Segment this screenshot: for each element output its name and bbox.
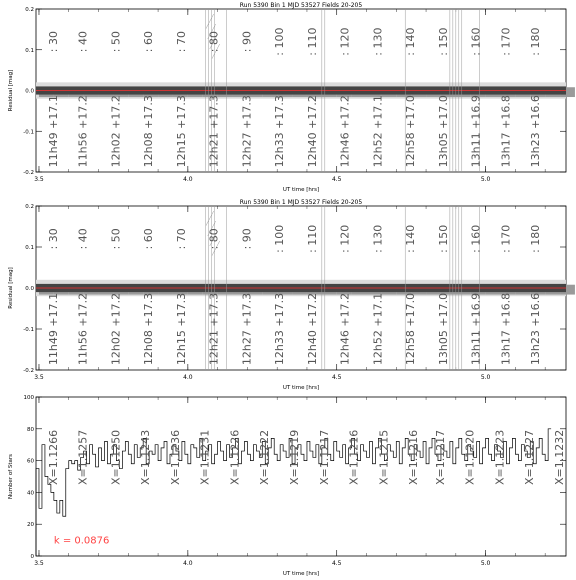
field-number-label: : 120: [338, 27, 352, 56]
field-number-label: : 150: [436, 224, 450, 253]
y-tick-label: -0.1: [23, 327, 34, 333]
airmass-label: X=1.1223: [493, 429, 507, 486]
field-number-label: : 140: [404, 27, 418, 56]
field-number-label: : 30: [46, 228, 60, 250]
y-axis-label: Number of Stars: [8, 453, 14, 500]
extinction-annotation: k = 0.0876: [53, 535, 110, 547]
airmass-label: X=1.1226: [228, 429, 242, 486]
airmass-label: X=1.1257: [76, 429, 90, 486]
y-tick-label: 0.1: [25, 245, 34, 251]
field-coord-label: 13h05 +17.0: [436, 95, 450, 168]
field-number-label: : 170: [499, 27, 513, 56]
y-tick-label: 80: [27, 426, 34, 433]
y-tick-label: 60: [27, 458, 34, 465]
field-coord-label: 12h08 +17.3: [142, 292, 156, 366]
x-tick-label: 4.5: [331, 176, 342, 183]
x-tick-label: 5.0: [480, 560, 491, 567]
field-number-label: : 120: [338, 224, 352, 253]
field-coord-label: 12h02 +17.2: [109, 95, 123, 168]
star-count-plot: [8, 395, 566, 576]
y-tick-label: 0.2: [25, 7, 34, 13]
plot-title: Run 5390 Bin 1 MJD 53527 Fields 20-205: [239, 2, 363, 9]
field-coord-label: 11h49 +17.1: [46, 292, 60, 366]
field-coord-label: 12h58 +17.0: [404, 95, 418, 168]
field-coord-label: 12h40 +17.2: [305, 292, 319, 366]
field-number-label: : 50: [109, 228, 123, 250]
field-coord-label: 12h27 +17.3: [240, 292, 254, 366]
airmass-label: X=1.1219: [288, 429, 302, 486]
field-coord-label: 12h15 +17.3: [174, 95, 188, 168]
airmass-label: X=1.1222: [258, 429, 272, 486]
field-coord-label: 12h46 +17.2: [338, 292, 352, 366]
field-coord-label: 13h23 +16.6: [529, 292, 543, 366]
field-coord-label: 12h40 +17.2: [305, 95, 319, 168]
field-number-label: : 60: [142, 228, 156, 250]
field-coord-label: 11h49 +17.1: [46, 95, 60, 168]
field-number-label: : 130: [371, 27, 385, 56]
airmass-label: X=1.1266: [46, 429, 60, 486]
field-coord-label: 13h05 +17.0: [436, 292, 450, 366]
field-number-label: : 110: [305, 224, 319, 253]
field-coord-label: 12h33 +17.3: [273, 292, 287, 366]
field-coord-label: 11h56 +17.2: [76, 95, 90, 168]
y-axis-label: Residual [mag]: [8, 69, 14, 112]
field-number-label: : 40: [76, 30, 90, 53]
x-tick-label: 4.5: [331, 560, 342, 567]
field-coord-label: 12h52 +17.1: [371, 292, 385, 366]
x-tick-label: 5.0: [480, 176, 491, 183]
field-coord-label: 12h58 +17.0: [404, 292, 418, 366]
field-number-label: : 70: [174, 30, 188, 53]
field-coord-label: 12h33 +17.3: [273, 95, 287, 168]
field-number-label: : 180: [529, 27, 543, 56]
y-axis-label: Residual [mag]: [8, 267, 14, 309]
x-axis-label: UT time [hrs]: [282, 187, 320, 193]
field-number-label: : 110: [305, 27, 319, 56]
field-number-label: : 140: [404, 224, 418, 253]
field-number-label: : 70: [174, 228, 188, 250]
airmass-label: X=1.1217: [317, 429, 331, 486]
field-number-label: : 30: [46, 30, 60, 53]
y-tick-label: 0.0: [25, 286, 34, 292]
y-tick-label: 20: [27, 522, 34, 529]
airmass-label: X=1.1217: [433, 429, 447, 486]
airmass-label: X=1.1216: [347, 429, 361, 486]
y-tick-label: -0.2: [23, 170, 34, 176]
field-number-label: : 80: [207, 228, 221, 250]
field-number-label: : 150: [436, 27, 450, 56]
hatch-line: [206, 211, 214, 226]
field-coord-label: 13h23 +16.6: [529, 95, 543, 168]
airmass-label: X=1.1231: [198, 429, 212, 486]
field-coord-label: 11h56 +17.2: [76, 292, 90, 366]
y-tick-label: -0.1: [23, 129, 34, 136]
field-coord-label: 12h52 +17.1: [371, 95, 385, 168]
y-tick-label: 0.0: [25, 88, 34, 95]
residual-plot-1: [8, 2, 575, 193]
airmass-label: X=1.1216: [407, 429, 421, 486]
field-number-label: : 130: [371, 224, 385, 253]
field-number-label: : 90: [240, 30, 254, 53]
x-tick-label: 4.0: [183, 560, 193, 567]
residual-plot-2: [8, 199, 575, 391]
airmass-label: X=1.1250: [109, 429, 123, 486]
x-axis-label: UT time [hrs]: [282, 571, 320, 576]
field-number-label: : 40: [76, 228, 90, 250]
hatch-line: [206, 14, 214, 29]
field-number-label: : 90: [240, 228, 254, 250]
field-number-label: : 170: [499, 224, 513, 253]
field-number-label: : 160: [469, 224, 483, 253]
field-number-label: : 180: [529, 224, 543, 253]
y-tick-label: 0.2: [25, 204, 34, 210]
field-coord-label: 12h46 +17.2: [338, 95, 352, 168]
airmass-label: X=1.1227: [523, 429, 537, 486]
airmass-label: X=1.1232: [553, 429, 567, 486]
airmass-label: X=1.1220: [463, 429, 477, 486]
field-number-label: : 80: [207, 30, 221, 53]
field-coord-label: 13h17 +16.8: [499, 95, 513, 168]
field-number-label: : 60: [142, 30, 156, 53]
airmass-label: X=1.1215: [377, 429, 391, 486]
x-tick-label: 4.0: [183, 176, 193, 183]
y-tick-label: 40: [27, 490, 34, 497]
field-coord-label: 12h27 +17.3: [240, 95, 254, 168]
y-tick-label: 0: [30, 554, 34, 560]
field-coord-label: 13h17 +16.8: [499, 292, 513, 366]
field-number-label: : 100: [273, 27, 287, 56]
field-coord-label: 12h02 +17.2: [109, 292, 123, 366]
x-tick-label: 5.0: [480, 374, 491, 381]
airmass-label: X=1.1236: [168, 429, 182, 486]
airmass-label: X=1.1243: [139, 429, 153, 486]
field-coord-label: 12h15 +17.3: [174, 292, 188, 366]
x-tick-label: 4.0: [183, 374, 193, 381]
field-coord-label: 13h11 +16.9: [469, 292, 483, 366]
x-axis-label: UT time [hrs]: [282, 385, 320, 391]
field-coord-label: 12h21 +17.3: [207, 95, 221, 168]
y-tick-label: 0.1: [25, 47, 34, 54]
field-number-label: : 160: [469, 27, 483, 56]
y-tick-label: -0.2: [23, 368, 34, 374]
x-tick-label: 3.5: [34, 560, 44, 567]
field-number-label: : 50: [109, 30, 123, 53]
field-coord-label: 12h08 +17.3: [142, 95, 156, 168]
plot-title: Run 5390 Bin 1 MJD 53527 Fields 20-205: [239, 199, 363, 206]
field-number-label: : 100: [273, 224, 287, 253]
x-tick-label: 3.5: [34, 374, 44, 381]
x-tick-label: 4.5: [331, 374, 342, 381]
x-tick-label: 3.5: [34, 176, 44, 183]
field-coord-label: 12h21 +17.3: [207, 292, 221, 366]
y-tick-label: 100: [23, 395, 34, 401]
field-coord-label: 13h11 +16.9: [469, 95, 483, 168]
